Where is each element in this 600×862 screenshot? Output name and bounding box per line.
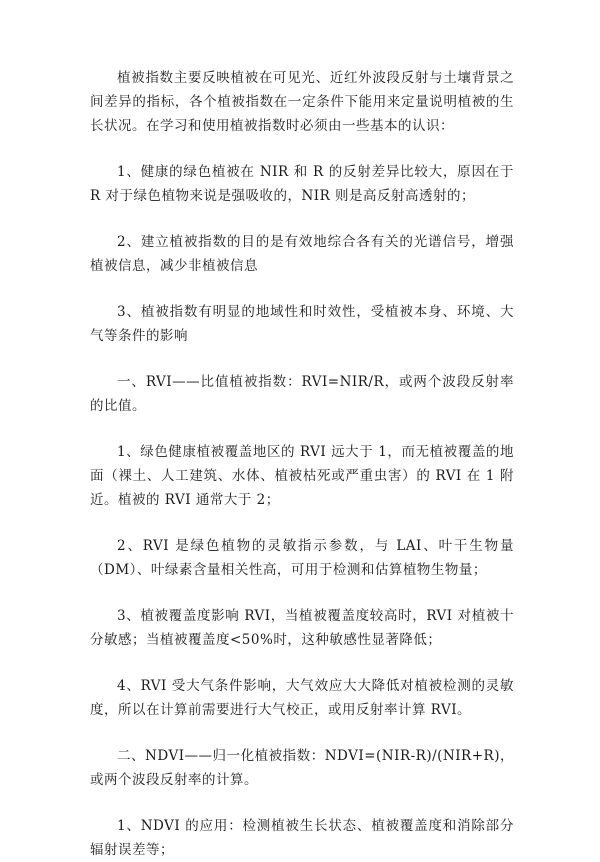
rvi-point-2: 2、RVI 是绿色植物的灵敏指示参数，与 LAI、叶干生物量（DM）、叶绿素含量相关性高，可用于检测和估算植物生物量；: [90, 538, 514, 578]
basic-point-2: 2、建立植被指数的目的是有效地综合各有关的光谱信号，增强植被信息，减少非植被信息: [90, 234, 514, 274]
basic-point-3: 3、植被指数有明显的地域性和时效性，受植被本身、环境、大气等条件的影响: [90, 304, 514, 344]
intro-paragraph: 植被指数主要反映植被在可见光、近红外波段反射与土壤背景之间差异的指标，各个植被指数在一定条件下能用来定量说明植被的生长状况。在学习和使用植被指数时必须由一些基本的认识：: [90, 70, 514, 134]
rvi-heading: 一、RVI——比值植被指数：RVI=NIR/R，或两个波段反射率的比值。: [90, 374, 514, 414]
ndvi-point-1: 1、NDVI 的应用：检测植被生长状态、植被覆盖度和消除部分辐射误差等；: [90, 818, 514, 858]
document-body: [90, 66, 514, 862]
ndvi-heading: 二、NDVI——归一化植被指数：NDVI=(NIR-R)/(NIR+R)，或两个波段反射率的计算。: [90, 748, 514, 788]
rvi-point-1: 1、绿色健康植被覆盖地区的 RVI 远大于 1，而无植被覆盖的地面（裸土、人工建筑、水体、植被枯死或严重虫害）的 RVI 在 1 附近。植被的 RVI 通常大于 2；: [90, 444, 514, 508]
rvi-point-3: 3、植被覆盖度影响 RVI，当植被覆盖度较高时，RVI 对植被十分敏感；当植被覆盖度<50%时，这种敏感性显著降低；: [90, 608, 514, 648]
basic-point-1: 1、健康的绿色植被在 NIR 和 R 的反射差异比较大，原因在于 R 对于绿色植物来说是强吸收的，NIR 则是高反射高透射的；: [90, 164, 514, 204]
rvi-point-4: 4、RVI 受大气条件影响，大气效应大大降低对植被检测的灵敏度，所以在计算前需要进行大气校正，或用反射率计算 RVI。: [90, 678, 514, 718]
